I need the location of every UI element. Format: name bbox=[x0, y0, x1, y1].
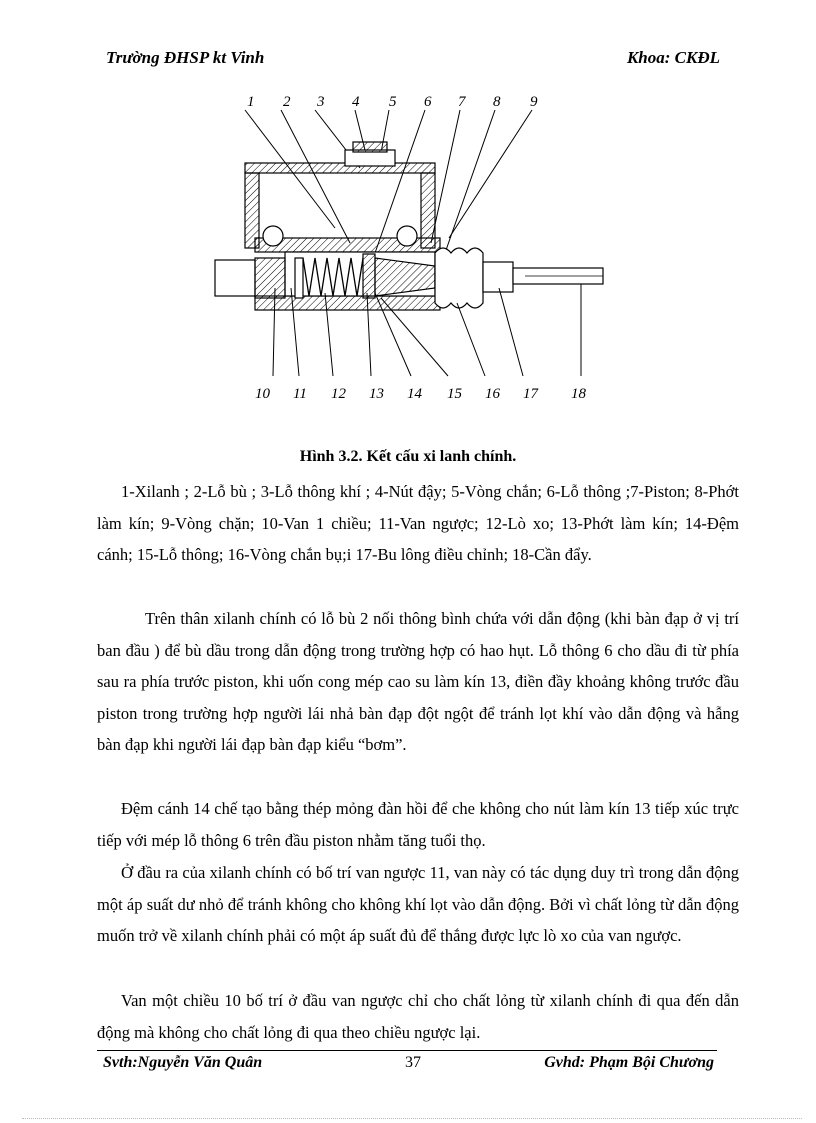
part-label-16: 16 bbox=[485, 386, 500, 402]
master-cylinder-diagram bbox=[195, 88, 625, 410]
adjusting-nut bbox=[483, 262, 513, 292]
part-label-10: 10 bbox=[255, 386, 270, 402]
bottom-part-labels bbox=[255, 386, 587, 402]
part-label-14: 14 bbox=[407, 386, 422, 402]
part-label-13: 13 bbox=[369, 386, 384, 402]
header-school: Trường ĐHSP kt Vinh bbox=[106, 48, 265, 67]
part-label-1: 1 bbox=[247, 94, 255, 110]
paragraph-3: Ở đầu ra của xilanh chính có bố trí van ngược 11, van này có tác dụng duy trì trong dẫn động một áp suất dư nhỏ để tránh không cho không khí lọt vào dẫn động. Bởi vì chất lỏng từ dẫn động muốn trở về xilanh chính phải có một áp suất đủ để thắng được lực lò xo của van ngược. bbox=[97, 863, 739, 945]
figure-caption: Hình 3.2. Kết cấu xi lanh chính. bbox=[299, 448, 517, 465]
part-label-5: 5 bbox=[389, 94, 397, 110]
part-label-6: 6 bbox=[424, 94, 432, 110]
paragraph-2: Đệm cánh 14 chế tạo bằng thép mỏng đàn hồi để che không cho nút làm kín 13 tiếp xúc trực tiếp với mép lỗ thông 6 trên đầu piston nhằm tăng tuổi thọ. bbox=[97, 799, 739, 850]
part-label-15: 15 bbox=[447, 386, 462, 402]
part-label-18: 18 bbox=[571, 386, 586, 402]
page-edge-divider bbox=[22, 1118, 802, 1119]
part-label-17: 17 bbox=[523, 386, 538, 402]
part-label-12: 12 bbox=[331, 386, 346, 402]
top-leader-lines bbox=[245, 110, 532, 253]
paragraph-1: Trên thân xilanh chính có lỗ bù 2 nối thông bình chứa với dẫn động (khi bàn đạp ở vị trí ban đầu ) để bù dầu trong dẫn động trong trường hợp có hao hụt. Lỗ thông 6 cho dầu đi từ phía sau ra phía trước piston, khi uốn cong mép cao su làm kín 13, điền đầy khoảng không trước đầu piston trong trường hợp người lái nhả bàn đạp đột ngột để tránh lọt khí vào dẫn động và hẫng bàn đạp khi người lái đạp bàn đạp kiểu “bơm”. bbox=[97, 609, 739, 754]
footer-student: Svth:Nguyễn Văn Quân bbox=[103, 1054, 263, 1071]
part-label-7: 7 bbox=[458, 94, 466, 110]
figure-legend: 1-Xilanh ; 2-Lỗ bù ; 3-Lỗ thông khí ; 4-Nút đậy; 5-Vòng chắn; 6-Lỗ thông ;7-Piston; 8-Phớt làm kín; 9-Vòng chặn; 10-Van 1 chiều; 11-Van ngược; 12-Lò xo; 13-Phớt làm kín; 14-Đệm cánh; 15-Lỗ thông; 16-Vòng chắn bụ;i 17-Bu lông điều chỉnh; 18-Cần đẩy. bbox=[97, 482, 739, 564]
part-label-2: 2 bbox=[283, 94, 291, 110]
header-faculty: Khoa: CKĐL bbox=[626, 48, 720, 67]
dust-boot bbox=[435, 248, 483, 308]
footer-advisor: Gvhd: Phạm Bội Chương bbox=[544, 1054, 714, 1071]
top-part-labels bbox=[247, 94, 538, 110]
paragraph-4: Van một chiều 10 bố trí ở đầu van ngược chỉ cho chất lỏng từ xilanh chính đi qua đến dẫn động mà không cho chất lỏng đi qua theo chiều ngược lại. bbox=[97, 991, 739, 1042]
footer-divider bbox=[97, 1050, 717, 1051]
page-number: 37 bbox=[405, 1054, 421, 1071]
part-label-9: 9 bbox=[530, 94, 538, 110]
part-label-4: 4 bbox=[352, 94, 360, 110]
part-label-8: 8 bbox=[493, 94, 501, 110]
part-label-3: 3 bbox=[317, 94, 325, 110]
part-label-11: 11 bbox=[293, 386, 307, 402]
